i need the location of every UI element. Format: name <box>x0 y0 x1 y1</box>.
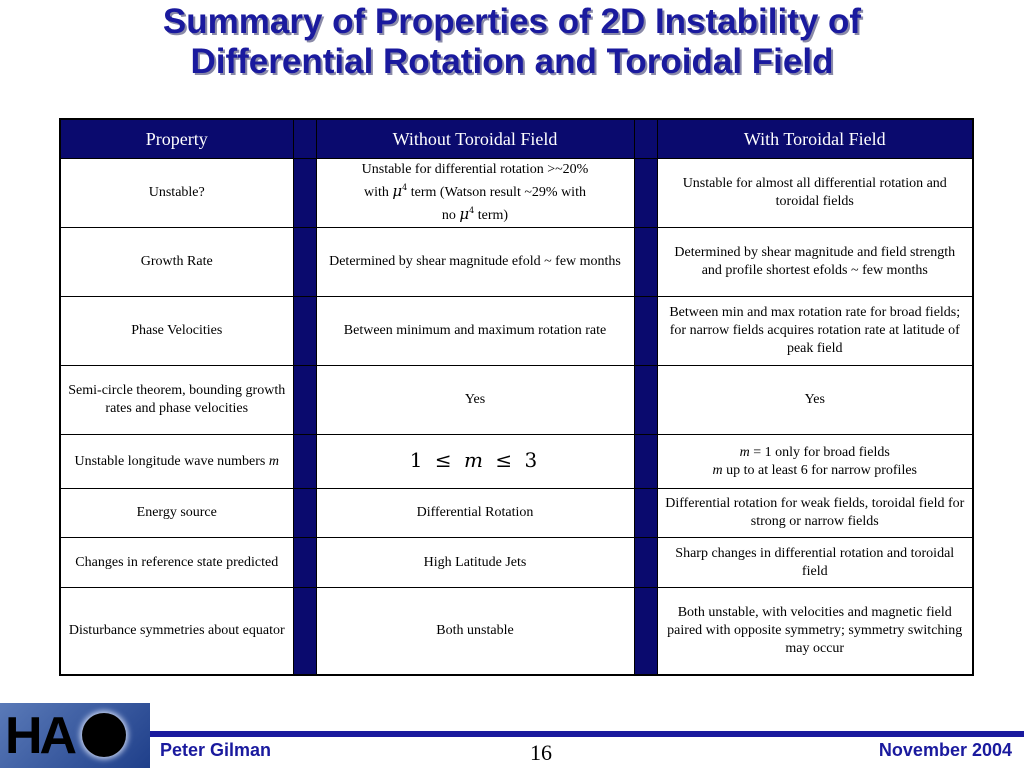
hao-logo <box>0 703 150 768</box>
table-row <box>60 435 973 489</box>
properties-table <box>59 118 974 676</box>
table-row <box>60 489 973 538</box>
mu-exponent: 4 <box>469 206 475 215</box>
cell-without: Yes <box>316 366 634 435</box>
title-line-2: Differential Rotation and Toroidal Field <box>190 42 834 81</box>
table-row <box>60 297 973 366</box>
column-spacer <box>634 435 657 489</box>
slide-title <box>0 2 1024 82</box>
column-spacer <box>293 489 316 538</box>
page-number: 16 <box>530 740 552 765</box>
logo-text: HA <box>5 707 75 765</box>
cell-property: Changes in reference state predicted <box>60 538 293 588</box>
cell-with: Between min and max rotation rate for broad fields; for narrow fields acquires rotation rate at latitude of peak field <box>657 297 973 366</box>
footer-divider <box>150 731 1024 737</box>
cell-text: up to at least 6 for narrow profiles <box>726 462 917 478</box>
header-property: Property <box>60 119 293 159</box>
footer-date: November 2004 <box>878 740 1012 760</box>
footer-author: Peter Gilman <box>160 740 272 760</box>
cell-text: term (Watson result ~29% with <box>410 185 586 200</box>
column-spacer <box>634 159 657 228</box>
column-spacer <box>634 297 657 366</box>
cell-property <box>60 435 293 489</box>
cell-without <box>316 159 634 228</box>
cell-with: Unstable for almost all differential rotation and toroidal fields <box>657 159 973 228</box>
cell-without: Determined by shear magnitude efold ~ few months <box>316 228 634 297</box>
column-spacer <box>634 366 657 435</box>
cell-without: Both unstable <box>316 588 634 675</box>
header-spacer <box>634 119 657 159</box>
column-spacer <box>634 588 657 675</box>
column-spacer <box>293 297 316 366</box>
cell-text: Unstable longitude wave numbers <box>74 453 266 469</box>
var-m: m <box>739 444 750 460</box>
mu-exponent: 4 <box>402 183 408 192</box>
mu-char: μ <box>459 205 470 223</box>
cell-without: Between minimum and maximum rotation rate <box>316 297 634 366</box>
mu-symbol <box>459 205 474 223</box>
table-header-row <box>60 119 973 159</box>
column-spacer <box>634 489 657 538</box>
cell-text: Unstable for differential rotation >~20% <box>361 162 589 177</box>
cell-with: Both unstable, with velocities and magnetic field paired with opposite symmetry; symmetry switching may occur <box>657 588 973 675</box>
header-spacer <box>293 119 316 159</box>
cell-property: Phase Velocities <box>60 297 293 366</box>
var-m: m <box>268 453 280 469</box>
cell-property: Disturbance symmetries about equator <box>60 588 293 675</box>
column-spacer <box>293 588 316 675</box>
column-spacer <box>293 366 316 435</box>
cell-text: no <box>441 208 456 223</box>
column-spacer <box>293 228 316 297</box>
sun-disk-icon <box>82 713 126 757</box>
cell-property: Unstable? <box>60 159 293 228</box>
table-row <box>60 588 973 675</box>
cell-without: High Latitude Jets <box>316 538 634 588</box>
header-with-toroidal: With Toroidal Field <box>657 119 973 159</box>
table-row <box>60 159 973 228</box>
cell-without <box>316 435 634 489</box>
mu-symbol <box>392 182 407 200</box>
var-m: m <box>712 462 723 478</box>
cell-text: = 1 only for broad fields <box>753 444 890 460</box>
cell-property: Semi-circle theorem, bounding growth rates and phase velocities <box>60 366 293 435</box>
header-without-toroidal: Without Toroidal Field <box>316 119 634 159</box>
cell-with: Sharp changes in differential rotation and toroidal field <box>657 538 973 588</box>
table-row <box>60 538 973 588</box>
wavenumber-inequality: 1 ≤ m ≤ 3 <box>409 447 541 472</box>
cell-text: term) <box>477 208 509 223</box>
column-spacer <box>293 435 316 489</box>
column-spacer <box>293 538 316 588</box>
table-row <box>60 228 973 297</box>
column-spacer <box>634 538 657 588</box>
cell-with: Determined by shear magnitude and field strength and profile shortest efolds ~ few months <box>657 228 973 297</box>
cell-property: Growth Rate <box>60 228 293 297</box>
cell-with: Yes <box>657 366 973 435</box>
mu-char: μ <box>392 182 403 200</box>
title-line-1: Summary of Properties of 2D Instability of <box>162 2 862 41</box>
ineq-upper: 3 <box>524 447 541 472</box>
cell-with: Differential rotation for weak fields, toroidal field for strong or narrow fields <box>657 489 973 538</box>
column-spacer <box>634 228 657 297</box>
ineq-lower: 1 <box>409 447 426 472</box>
cell-with <box>657 435 973 489</box>
ineq-var: m <box>464 447 486 472</box>
table-row <box>60 366 973 435</box>
column-spacer <box>293 159 316 228</box>
cell-text: with <box>364 185 389 200</box>
cell-property: Energy source <box>60 489 293 538</box>
cell-without: Differential Rotation <box>316 489 634 538</box>
